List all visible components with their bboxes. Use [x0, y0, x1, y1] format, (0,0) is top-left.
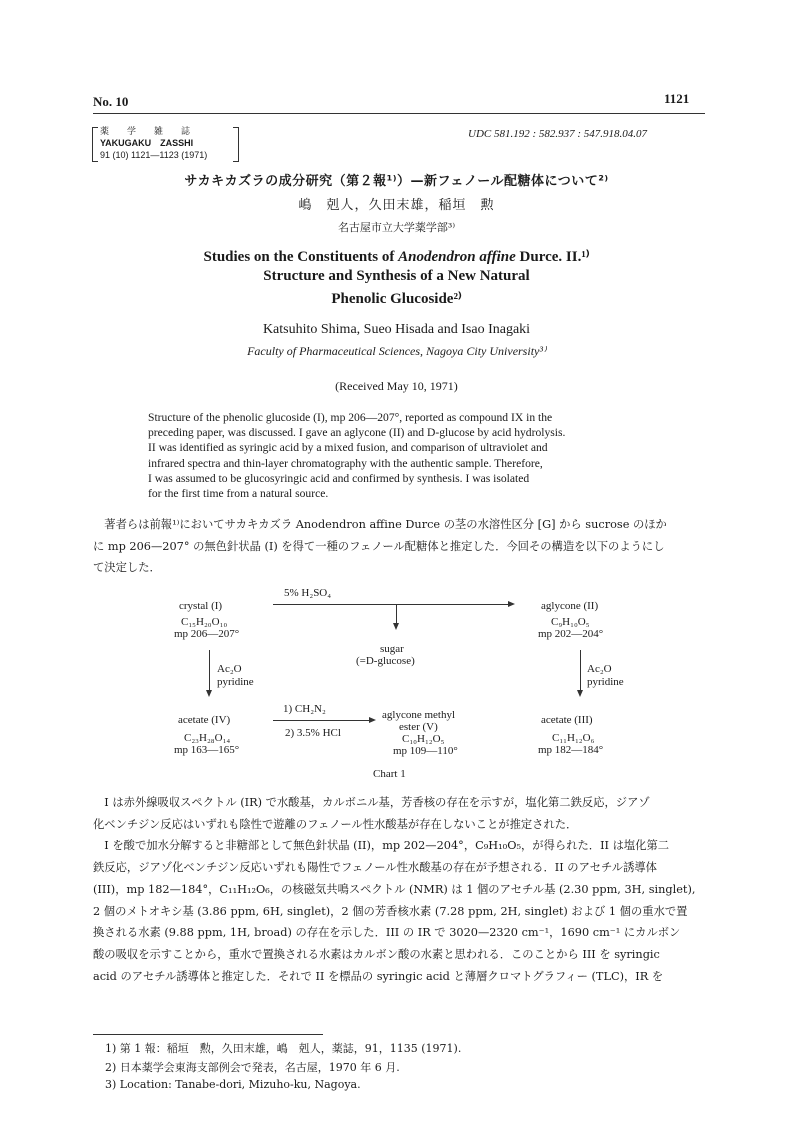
en-title-line1 — [0, 247, 793, 266]
body-line: I を酸で加水分解すると非糖部として無色針状晶 (II)，mp 202—204°，C₉H₁₀O₅，が得られた．II は塩化第二 — [93, 839, 670, 853]
abstract-line: for the first time from a natural source. — [148, 487, 329, 501]
en-title-line2: Structure and Synthesis of a New Natural — [263, 268, 530, 284]
acetate-iv-mp: mp 163—165° — [174, 744, 240, 756]
crystal-label: crystal (I) — [179, 600, 223, 612]
acetate-iii-label: acetate (III) — [541, 714, 593, 726]
body-line: 化ベンチジン反応はいずれも陰性で遊離のフェノール性水酸基が存在しないことが推定された． — [93, 817, 578, 831]
intro-line: て決定した． — [93, 561, 161, 575]
aglycone-mp: mp 202—204° — [538, 628, 604, 640]
acetate-iv-formula: C₂₃H₂₈O₁₄ — [184, 732, 231, 744]
sugar-identity: (=D-glucose) — [356, 655, 415, 667]
journal-name-jp: 薬 学 雑 誌 — [100, 126, 191, 136]
reagent-ch2n2: 1) CH₂N₂ — [283, 703, 326, 715]
footnote-2: 2) 日本薬学会東海支部例会で発表，名古屋，1970 年 6 月. — [105, 1061, 400, 1074]
page-number: 1121 — [664, 91, 690, 106]
header-rule — [93, 113, 705, 114]
body-line: acid のアセチル誘導体と推定した．それで II を標品の syringic acid と薄層クロマトグラフィー (TLC)，IR を — [93, 969, 664, 983]
jp-title: サカキカズラの成分研究（第２報¹⁾）—新フェノール配糖体について²⁾ — [184, 174, 609, 189]
footnote-1: 1) 第 1 報：稲垣 勲，久田末雄，嶋 剋人，薬誌，91，1135 (1971). — [105, 1042, 462, 1055]
en-title-suffix: Durce. II.¹⁾ — [515, 249, 590, 265]
en-title-prefix: Studies on the Constituents of — [203, 249, 399, 265]
arrowhead-right-icon — [369, 717, 376, 723]
crystal-mp: mp 206—207° — [174, 628, 240, 640]
ester-label-2: ester (V) — [399, 721, 438, 733]
ester-label: aglycone methyl — [382, 709, 456, 721]
bracket-right — [233, 127, 239, 162]
sugar-label: sugar — [380, 643, 404, 655]
acetate-iii-formula: C₁₁H₁₂O₆ — [552, 732, 595, 744]
reagent-hcl: 2) 3.5% HCl — [285, 727, 341, 739]
hydrolysis-arrow-line — [273, 604, 508, 605]
en-title-line3: Phenolic Glucoside²⁾ — [331, 291, 462, 307]
intro-line: 著者らは前報¹⁾においてサカキカズラ Anodendron affine Durce の茎の水溶性区分 [G] から sucrose のほか — [93, 518, 667, 531]
acetate-iv-label: acetate (IV) — [178, 714, 231, 726]
intro-line: に mp 206—207° の無色針状晶 (I) を得て一種のフェノール配糖体と推定した．今回その構造を以下のようにし — [93, 539, 665, 553]
arrowhead-down-icon — [577, 690, 583, 697]
acetate-iii-mp: mp 182—184° — [538, 744, 604, 756]
bracket-left — [92, 127, 98, 162]
reagent-ac2o-left: Ac₂O — [217, 663, 242, 675]
acetylation-right-line — [580, 650, 581, 690]
abstract-line: preceding paper, was discussed. I gave an aglycone (II) and D-glucose by acid hydrolysis. — [148, 426, 566, 440]
aglycone-formula: C₉H₁₀O₅ — [551, 616, 590, 628]
footnote-3: 3) Location: Tanabe-dori, Mizuho-ku, Nagoya. — [105, 1078, 361, 1091]
abstract-line: II was identified as syringic acid by a mixed fusion, and comparison of ultraviolet and — [148, 441, 548, 455]
journal-citation: 91 (10) 1121—1123 (1971) — [100, 150, 208, 160]
methylation-arrow-line — [273, 720, 369, 721]
arrowhead-down-icon — [393, 623, 399, 630]
journal-name-en: YAKUGAKU ZASSHI — [100, 138, 194, 148]
journal-box — [93, 126, 239, 162]
abstract — [148, 410, 658, 501]
reagent-ac2o-right: Ac₂O — [587, 663, 612, 675]
abstract-line: Structure of the phenolic glucoside (I), mp 206—207°, reported as compound IX in the — [148, 411, 553, 424]
abstract-line: infrared spectra and thin-layer chromatography with the authentic sample. Therefore, — [148, 456, 543, 470]
sugar-branch-line — [396, 605, 397, 623]
udc-code: UDC 581.192 : 582.937 : 547.918.04.07 — [468, 128, 648, 140]
en-affiliation: Faculty of Pharmaceutical Sciences, Nagoya City University³⁾ — [247, 344, 546, 358]
jp-affiliation: 名古屋市立大学薬学部³⁾ — [337, 221, 456, 234]
jp-authors: 嶋 剋人，久田末雄，稲垣 勲 — [298, 198, 495, 213]
body-line: 換される水素 (9.88 ppm, 1H, broad) の存在を示した．III の IR で 3020—2320 cm⁻¹，1690 cm⁻¹ にカルボン — [93, 926, 681, 940]
crystal-formula: C₁₅H₂₀O₁₀ — [181, 616, 228, 628]
body-paragraph — [93, 792, 705, 987]
body-line: 酸の吸収を示すことから，重水で置換される水素はカルボン酸の水素と思われる．このことから III を syringic — [93, 947, 660, 961]
body-line: I は赤外線吸収スペクトル (IR) で水酸基，カルボニル基，芳香核の存在を示すが，塩化第二鉄反応，ジアゾ — [93, 796, 650, 809]
received-date: (Received May 10, 1971) — [335, 379, 458, 393]
issue-number: No. 10 — [93, 94, 129, 109]
acetylation-left-line — [209, 650, 210, 690]
intro-paragraph — [93, 514, 705, 579]
arrowhead-right-icon — [508, 601, 515, 607]
arrowhead-down-icon — [206, 690, 212, 697]
ester-formula: C₁₀H₁₂O₅ — [402, 733, 445, 745]
body-line: 鉄反応，ジアゾ化ベンチジン反応いずれも陽性でフェノール性水酸基の存在が予想される．II のアセチル誘導体 — [93, 861, 657, 875]
reagent-pyridine-right: pyridine — [587, 676, 624, 688]
body-line: (III)，mp 182—184°，C₁₁H₁₂O₆，の核磁気共鳴スペクトル (NMR) は 1 個のアセチル基 (2.30 ppm, 3H, singlet), — [93, 882, 696, 896]
abstract-line: I was assumed to be glucosyringic acid and confirmed by synthesis. I was isolated — [148, 471, 530, 485]
footnote-rule — [93, 1034, 323, 1035]
en-title-species: Anodendron affine — [398, 249, 516, 265]
reagent-pyridine-left: pyridine — [217, 676, 254, 688]
en-authors: Katsuhito Shima, Sueo Hisada and Isao Inagaki — [262, 322, 531, 337]
ester-mp: mp 109—110° — [393, 745, 458, 757]
aglycone-label: aglycone (II) — [541, 600, 599, 612]
body-line: 2 個のメトオキシ基 (3.86 ppm, 6H, singlet)，2 個の芳香核水素 (7.28 ppm, 2H, singlet) および 1 個の重水で置 — [93, 904, 688, 918]
chart-caption: Chart 1 — [373, 768, 406, 780]
reagent-h2so4: 5% H₂SO₄ — [284, 587, 332, 599]
